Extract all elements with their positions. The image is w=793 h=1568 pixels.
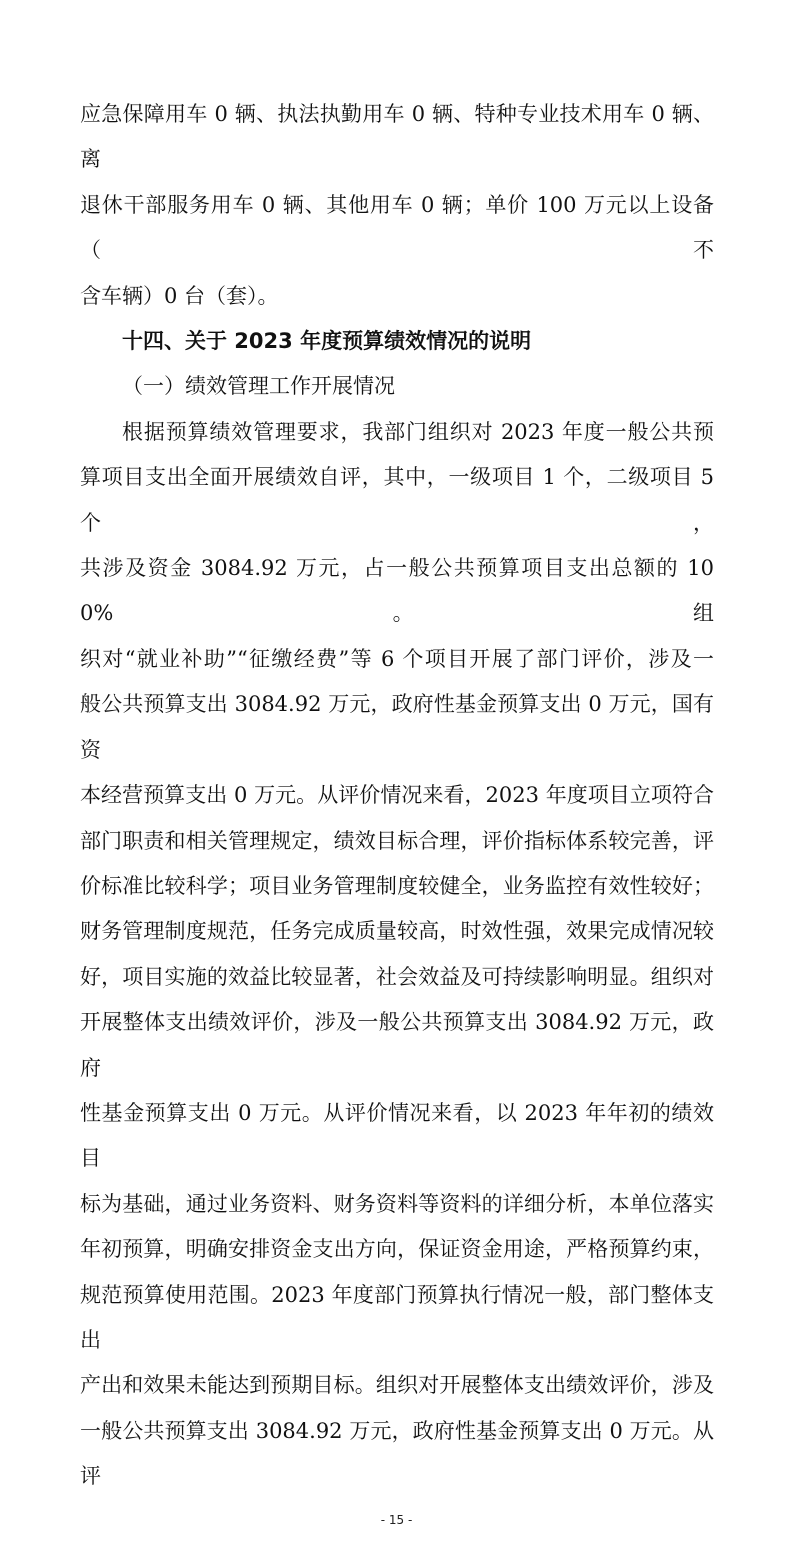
document-page (80, 0, 714, 1500)
paragraph-line: 年初预算，明确安排资金支出方向，保证资金用途，严格预算约束， (80, 1237, 714, 1262)
page-number: - 15 - (380, 1512, 413, 1527)
subheading: （一）绩效管理工作开展情况 (122, 374, 395, 399)
text-line: 退休干部服务用车 0 辆、其他用车 0 辆；单价 100 万元以上设备（不 (80, 192, 714, 263)
paragraph-line: 价标准比较科学；项目业务管理制度较健全，业务监控有效性较好； (80, 873, 714, 898)
paragraph-line: 性基金预算支出 0 万元。从评价情况来看，以 2023 年年初的绩效目 (80, 1100, 714, 1171)
paragraph-line: 算项目支出全面开展绩效自评，其中，一级项目 1 个，二级项目 5 个， (80, 465, 714, 535)
paragraph-line: 财务管理制度规范，任务完成质量较高，时效性强，效果完成情况较 (80, 919, 714, 944)
paragraph-line: 根据预算绩效管理要求，我部门组织对 2023 年度一般公共预 (122, 419, 714, 444)
paragraph-line: 共涉及资金 3084.92 万元，占一般公共预算项目支出总额的 100%。组 (80, 556, 714, 626)
paragraph-line: 好，项目实施的效益比较显著，社会效益及可持续影响明显。组织对 (80, 964, 714, 989)
text-line: 应急保障用车 0 辆、执法执勤用车 0 辆、特种专业技术用车 0 辆、离 (80, 102, 714, 172)
paragraph-line: 本经营预算支出 0 万元。从评价情况来看，2023 年度项目立项符合 (80, 783, 714, 808)
paragraph-line: 规范预算使用范围。2023 年度部门预算执行情况一般，部门整体支出 (80, 1282, 714, 1352)
paragraph-line: 般公共预算支出 3084.92 万元，政府性基金预算支出 0 万元，国有资 (80, 692, 714, 762)
section-heading: 十四、关于 2023 年度预算绩效情况的说明 (122, 329, 532, 354)
paragraph-line: 产出和效果未能达到预期目标。组织对开展整体支出绩效评价，涉及 (80, 1373, 714, 1398)
paragraph-line: 标为基础，通过业务资料、财务资料等资料的详细分析，本单位落实 (80, 1191, 714, 1216)
paragraph-line: 一般公共预算支出 3084.92 万元，政府性基金预算支出 0 万元。从评 (80, 1418, 714, 1489)
text-line: 含车辆）0 台（套）。 (80, 283, 279, 308)
paragraph-line: 部门职责和相关管理规定，绩效目标合理，评价指标体系较完善，评 (80, 828, 714, 853)
paragraph-line: 开展整体支出绩效评价，涉及一般公共预算支出 3084.92 万元，政府 (80, 1010, 714, 1080)
paragraph-line: 织对“就业补助”“征缴经费”等 6 个项目开展了部门评价，涉及一 (80, 646, 714, 671)
